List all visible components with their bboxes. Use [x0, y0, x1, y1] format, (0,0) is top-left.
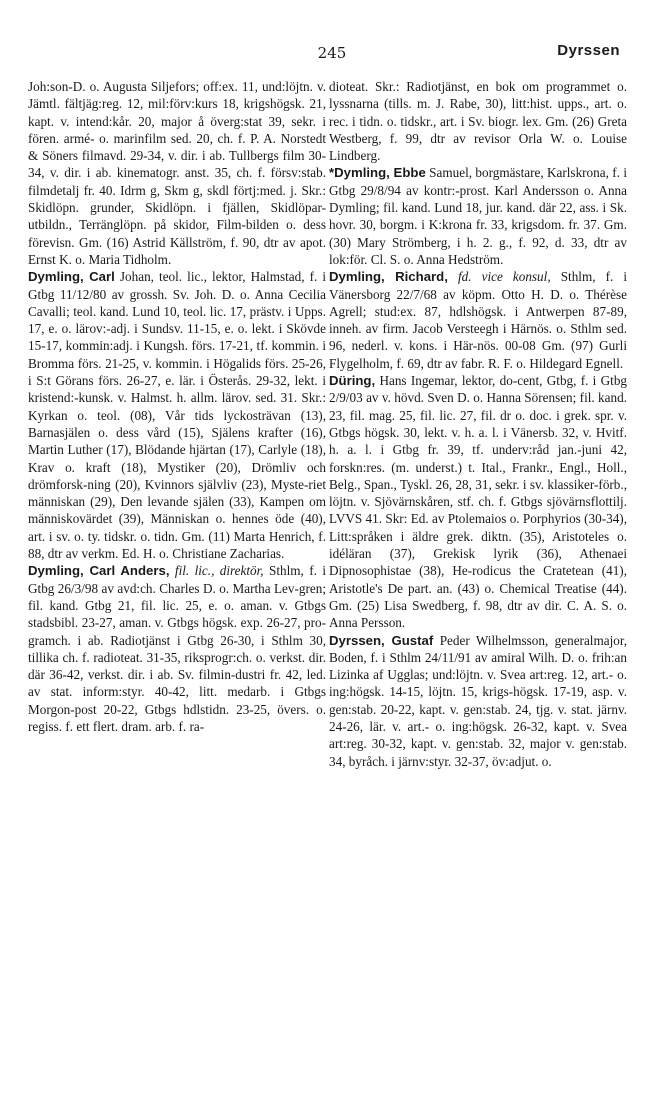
entry-name: Düring, [329, 373, 376, 389]
entry-title: fil. lic., direktör, [174, 563, 264, 579]
entry-continuation [329, 78, 627, 164]
entry-title: fd. vice konsul, [457, 269, 551, 285]
entry-text: Johan, teol. lic., lektor, Halmstad, f. i Gtbg 11/12/80 av grossh. Sv. Joh. D. o. Anna Cecilia Cavalli; teol. kand. Lund 10, teol. lic. 17, prästv. i Upps. 17, e. o. lärov:-adj. i Sundsv. 11-15, e. o. lekt. i Skövde 15-17, kommin:adj. i Kungsh. förs. 17-21, tf. kommin. i Bromma förs. 21-25, v. kommin. i Högalids förs. 25-26, i S:t Görans förs. 26-27, e. lär. i Österås. 29-32, lekt. i kristend:-kunsk. v. Halmst. h. allm. lärov. sed. 31. Skr.: Kyrkan o. teol. (08), Vår tids lyckosträvan (13), Barnasjälen o. dess vård (15), Själens krafter (16), Martin Luther (17), Blödande hjärtan (17), Carlyle (18), Krav o. kraft (18), Mystiker (20), Drömliv och drömforsk-ning (20), Kvinnors självliv (23), Myste-riet människan (29), Den levande själen (33), Kampen om människovärdet (39), Människan o. hennes öde (40), art. i sv. o. ty. tidskr. o. tidn. Gm. (11) Marta Henrich, f. 88, dtr av verkm. Ed. H. o. Christiane Zacharias. [28, 269, 327, 562]
right-column [329, 78, 627, 770]
entry-text: dioteat. Skr.: Radiotjänst, en bok om programmet o. lyssnarna (tills. m. J. Rabe, 30), litt:hist. upps., art. o. rec. i tidn. o. tidskr., art. i Sv. biogr. lex. Gm. (26) Greta Westberg, f. 99, dtr av revisor Orla W. o. Louise Lindberg. [329, 79, 627, 164]
entry-name: Dyrssen, Gustaf [329, 632, 434, 648]
entry-text: Peder Wilhelmsson, generalmajor, Boden, f. i Sthlm 24/11/91 av amiral Wilh. D. o. frih:an Lizinka af Ugglas; und:löjtn. v. Svea art:reg. 12, art.- o. ing:högsk. 14-15, löjtn. 15, krigs-högsk. 17-19, asp. v. gen:stab. 20-22, kapt. v. gen:stab. 24, tjg. v. stat. järnv. 24-26, lär. v. art.- o. ing:högsk. 26-32, kapt. v. Svea art:reg. 30-32, kapt. v. gen:stab. 32, major v. gen:stab. 34, byråch. i järnv:styr. 32-37, öv:adjut. o. [329, 632, 627, 769]
entry-text: Hans Ingemar, lektor, do-cent, Gtbg, f. i Gtbg 2/9/03 av v. hövd. Sven D. o. Hanna Sörensen; fil. kand. 23, fil. mag. 25, fil. lic. 27, fil. dr o. doc. i grek. spr. v. Gtbgs högsk. 30, lekt. v. h. a. l. i Vänersb. 32, v. Hvitf. h. a. l. i Gtbg fr. 39, tf. underv:råd jan.-juni 42, forskn:res. (m. underst.) t. Ital., Frankr., Engl., Holl., Belg., Span., Tyskl. 26, 28, 31, sekr. i sv. klassiker-förb., löjtn. v. Sjövärnskåren, stf. ch. f. Gtbgs sjövärnsflottilj. LVVS 41. Skr: Ed. av Ptolemaios o. Porphyrios (30-34), Litt:språken i äldre grek. diktn. (35), Aristoteles o. idéläran (37), Grekisk lyrik (36), Athenaei Dipnosophistae (38), He-rodicus the Cratetean (41), Aristotle's De part. an. (43) o. Chemical Treatise (44). Gm. (25) Lisa Swedberg, f. 98, dtr av dir. C. A. S. o. Anna Persson. [329, 373, 628, 631]
entry-name: *Dymling, Ebbe [329, 165, 426, 181]
entry-name: Dymling, Richard, [329, 269, 448, 285]
entry-name: Dymling, Carl [28, 269, 115, 285]
entry [329, 632, 627, 770]
entry-text: Joh:son-D. o. Augusta Siljefors; off:ex. 11, und:löjtn. v. Jämtl. fältjäg:reg. 12, mil:förv:kurs 18, krigshögsk. 21, kapt. v. intend:kår. 20, major å överg:stat 39, sekr. i fören. armé- o. marinfilm sed. 20, ch. f. P. A. Norstedt & Söners filmavd. 29-34, v. dir. i ab. Tullbergs film 30-34, v. dir. i ab. kinematogr. anst. 35, ch. f. försv:stab. filmdetalj fr. 40. Idrm g, Skm g, skdl förtj:med. j. Skr.: Skidlöpn. grunder, Skidlöpn. i fjällen, Skidlöpar-utbildn., Terränglöpn. på skidor, Film-bilden o. dess förevisn. Gm. (16) Astrid Källström, f. 90, dtr av apot. Ernst K. o. Maria Tidholm. [28, 79, 326, 267]
page-number: 245 [317, 44, 347, 62]
entry [28, 562, 326, 735]
entry [329, 268, 627, 372]
running-head: Dyrssen [557, 42, 620, 59]
entry [28, 268, 326, 562]
left-column [28, 78, 326, 735]
entry-name: Dymling, Carl Anders, [28, 563, 170, 579]
entry-text: Samuel, borgmästare, Karlskrona, f. i Gtbg 29/8/94 av kontr:-prost. Karl Andersson o. Anna Dymling; fil. kand. Lund 18, jur. kand. där 22, ass. i Sk. hovr. 30, borgm. i K:krona fr. 33, krigsdom. fr. 37. Gm. (30) Mary Strömberg, i h. 2. g., f. 92, d. 33, dtr av lok:för. Cl. S. o. Anna Hedström. [329, 165, 627, 267]
entry [329, 372, 627, 631]
entry [329, 164, 627, 268]
entry-text: Sthlm, f. i Gtbg 26/3/98 av avd:ch. Charles D. o. Martha Lev-gren; fil. kand. Gtbg 21, fil. lic. 25, e. o. aman. v. Gtbgs stadsbibl. 23-27, aman. v. Gtbgs högsk. exp. 26-27, pro-gramch. i ab. Radiotjänst i Gtbg 26-30, i Sthlm 30, tillika ch. f. radioteat. 31-35, riksprogr:ch. o. verkst. dir. där 36-42, verkst. dir. i ab. Sv. filmin-dustri fr. 42, led. av stat. inform:styr. 40-42, litt. medarb. i Gtbgs Morgon-post 20-22, Gtbgs hdlstidn. 23-25, övers. o. regiss. f. ett flert. dram. arb. f. ra- [28, 563, 326, 734]
entry-text: Sthlm, f. i Vänersborg 22/7/68 av köpm. Otto H. D. o. Thérèse Agrell; stud:ex. 87, hdlshögsk. i Antwerpen 87-89, inneh. av firm. Jacob Versteegh i Härnös. o. Sthlm sed. 96, nederl. v. kons. i Här-nös. 00-08 Gm. (97) Gurli Flygelholm, f. 69, dtr av fabr. R. F. o. Hildegard Egnell. [329, 269, 628, 371]
entry-continuation [28, 78, 326, 268]
